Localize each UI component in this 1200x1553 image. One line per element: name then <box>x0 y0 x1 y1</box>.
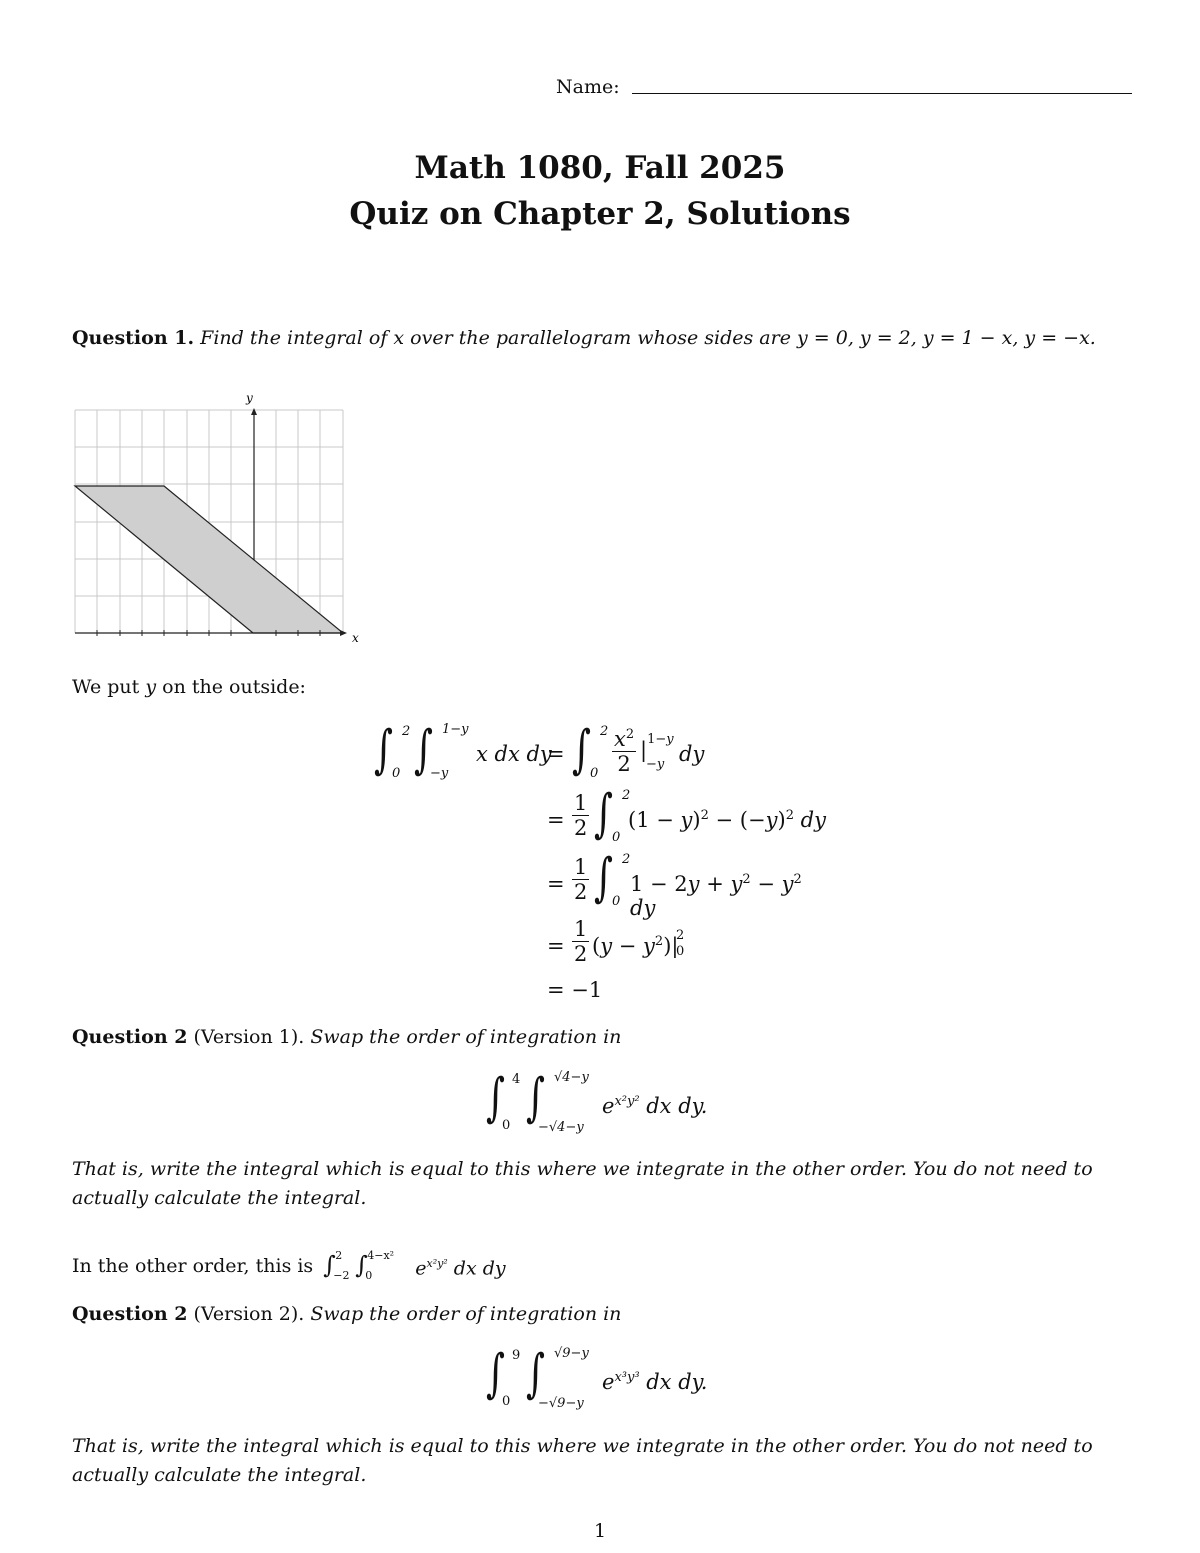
q2v1-answer-tail: dx dy <box>453 1257 506 1280</box>
derivation-equals-2: = <box>547 808 565 832</box>
q2v1-note-line2: actually calculate the integral. <box>72 1187 367 1209</box>
q2v1-answer-inner-upper: 4−x² <box>367 1249 395 1262</box>
q2v1-label: Question 2 <box>72 1026 188 1048</box>
q2v2-prompt <box>72 1303 621 1325</box>
q2v1-note-line1: That is, write the integral which is equal to this where we integrate in the other order. You do not need to <box>72 1158 1093 1180</box>
q1-intro-a: We put <box>72 676 140 698</box>
q2v1-upper: 4 <box>512 1072 521 1087</box>
q1-prompt <box>72 327 1096 349</box>
q2v2-inner-lower: −√9−y <box>538 1396 584 1411</box>
q2v2-exponent: x³y³ <box>614 1370 640 1385</box>
page-number: 1 <box>593 1520 607 1542</box>
q1-prompt-eqs: y = 0, y = 2, y = 1 − x, y = −x. <box>797 327 1096 349</box>
q2v2-note-line1: That is, write the integral which is equal to this where we integrate in the other order. You do not need to <box>72 1435 1093 1457</box>
q1-prompt-a: Find the integral of <box>200 327 388 349</box>
q2v2-label: Question 2 <box>72 1303 188 1325</box>
q2v2-inner-upper: √9−y <box>554 1346 589 1361</box>
q1-intro <box>72 676 306 698</box>
name-blank-line <box>632 93 1132 94</box>
parallelogram-graph <box>60 388 380 650</box>
derivation-step-4: $\frac{1}{2}$ $(y - y^2)|$ 2 0 <box>574 917 685 967</box>
derivation-step-3: $\frac{1}{2}$ ∫ 2 0 $1 - 2y + y^2 - y^2$ dy <box>574 848 802 920</box>
derivation-step-1: ∫ 2 0 $\frac{x^2}{2}$ $|^{1-y}$ −y dy <box>572 720 705 781</box>
y-axis-label: y <box>246 391 253 405</box>
derivation-lhs: ∫ 2 0 ∫ 1−y −y x dx dy <box>374 720 552 781</box>
q2v2-version: (Version 2). <box>193 1303 305 1325</box>
q1-prompt-var: x <box>393 327 405 349</box>
q2v1-exponent: x²y² <box>614 1094 640 1109</box>
q1-intro-b: on the outside: <box>162 676 306 698</box>
q2v2-note-line2: actually calculate the integral. <box>72 1464 367 1486</box>
q1-intro-var: y <box>145 676 157 698</box>
x-axis-label: x <box>352 631 359 645</box>
q2v1-inner-lower: −√4−y <box>538 1120 584 1135</box>
document-subtitle: Quiz on Chapter 2, Solutions <box>349 196 851 232</box>
q2v1-answer-prefix: In the other order, this is <box>72 1255 314 1277</box>
q2v1-tail: dx dy. <box>646 1094 708 1118</box>
q1-label: Question 1. <box>72 327 195 349</box>
q2v1-version: (Version 1). <box>193 1026 305 1048</box>
q1-prompt-b: over the parallelogram whose sides are <box>410 327 791 349</box>
q2v1-prompt <box>72 1026 621 1048</box>
q2v2-prompt-text: Swap the order of integration in <box>310 1303 622 1325</box>
name-label: Name: <box>556 76 620 98</box>
q2v1-answer: In the other order, this is ∫ 2 −2 ∫ 4−x² 0 $e^{x^2y^2}$ dx dy <box>72 1249 506 1282</box>
q2v1-lower: 0 <box>502 1118 511 1133</box>
q2v1-answer-exponent: x²y² <box>426 1257 448 1270</box>
derivation-result: = −1 <box>547 978 603 1002</box>
q2v2-upper: 9 <box>512 1348 521 1363</box>
q2v2-tail: dx dy. <box>646 1370 708 1394</box>
derivation-equals-1: = <box>547 742 565 766</box>
q2v1-answer-outer-lower: −2 <box>333 1269 350 1282</box>
q2v1-answer-inner-lower: 0 <box>365 1269 373 1282</box>
q2v2-integral: ∫ 9 0 ∫ √9−y −√9−y $e^{x^3y^3}$ dx dy. <box>486 1344 708 1411</box>
derivation-equals-3: = <box>547 872 565 896</box>
q2v1-answer-outer-upper: 2 <box>335 1249 343 1262</box>
q2v1-prompt-text: Swap the order of integration in <box>310 1026 622 1048</box>
document-title: Math 1080, Fall 2025 <box>414 150 786 186</box>
derivation-step-2: $\frac{1}{2}$ ∫ 2 0 $(1 - y)^2 - (-y)^2$ dy <box>574 784 826 845</box>
q2v1-inner-upper: √4−y <box>554 1070 589 1085</box>
q2v1-integral: ∫ 4 0 ∫ √4−y −√4−y $e^{x^2y^2}$ dx dy. <box>486 1068 708 1135</box>
q2v2-lower: 0 <box>502 1394 511 1409</box>
derivation-equals-4: = <box>547 934 565 958</box>
